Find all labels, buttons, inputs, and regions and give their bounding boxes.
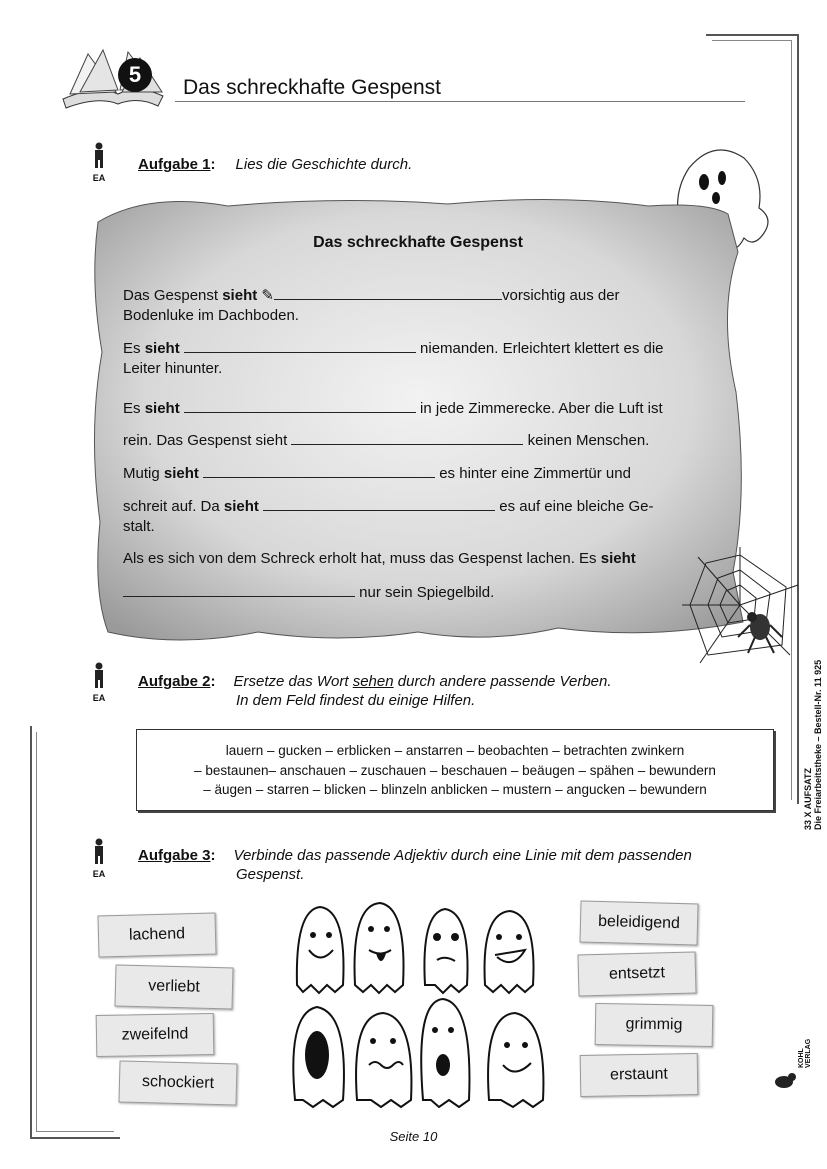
task-1: Aufgabe 1: Lies die Geschichte durch.: [138, 156, 413, 173]
task-2: Aufgabe 2: Ersetze das Wort sehen durch andere passende Verben.: [138, 673, 612, 690]
chapter-number-badge: 5: [118, 58, 152, 92]
ea-figure: [88, 662, 110, 703]
verb-list-line: – äugen – starren – blicken – blinzeln anblicken – mustern – angucken – bewundern: [203, 782, 707, 797]
frame-line: [712, 40, 792, 41]
task-1-text: Lies die Geschichte durch.: [235, 156, 413, 173]
student-icon: [91, 838, 107, 866]
story-line: rein. Das Gespenst sieht keinen Menschen.: [123, 429, 703, 451]
frame-line: [797, 34, 799, 804]
publisher-logo-icon: [772, 1070, 800, 1090]
ea-label: EA: [92, 173, 106, 183]
publisher-name: KOHL VERLAG: [798, 1038, 812, 1068]
story-line: Es sieht niemanden. Erleichtert klettert es die Leiter hinunter.: [123, 337, 703, 379]
story-title: Das schreckhafte Gespenst: [313, 234, 523, 251]
verb-help-box: [136, 729, 774, 811]
answer-blank[interactable]: [203, 462, 435, 478]
pencil-icon: ✎: [261, 287, 274, 304]
adjective-card-zweifelnd[interactable]: zweifelnd: [96, 1013, 215, 1057]
adjective-card-erstaunt[interactable]: erstaunt: [580, 1053, 699, 1097]
ghost-faces-illustration: [285, 895, 555, 1120]
task-3-label: Aufgabe 3: [138, 847, 211, 864]
student-icon: [91, 142, 107, 170]
ea-figure: [88, 838, 110, 879]
answer-blank[interactable]: [263, 495, 495, 511]
task-2-hint: In dem Feld findest du einige Hilfen.: [236, 692, 476, 709]
story-line: Mutig sieht es hinter eine Zimmertür und: [123, 462, 703, 484]
frame-line: [791, 40, 792, 800]
story-line: schreit auf. Da sieht es auf eine bleiche Ge- stalt.: [123, 495, 703, 537]
ea-label: EA: [92, 869, 106, 879]
verb-list-line: lauern – gucken – erblicken – anstarren – beobachten – betrachten zwinkern: [225, 743, 685, 758]
task-3: Aufgabe 3: Verbinde das passende Adjektiv durch eine Linie mit dem passenden: [138, 847, 692, 864]
publisher-imprint: 33 X AUFSATZ Die Freiarbeitstheke – Bestell-Nr. 11 925: [803, 659, 823, 830]
adjective-card-beleidigend[interactable]: beleidigend: [579, 900, 698, 945]
ghost-tongue-icon: [355, 903, 404, 993]
answer-blank[interactable]: [184, 397, 416, 413]
task-3-text-2: Gespenst.: [236, 866, 305, 883]
student-icon: [91, 662, 107, 690]
answer-blank[interactable]: [291, 429, 523, 445]
spider-web-illustration: [680, 545, 800, 670]
story-line: nur sein Spiegelbild.: [123, 581, 703, 603]
adjective-card-grimmig[interactable]: grimmig: [595, 1003, 714, 1047]
story-line: Als es sich von dem Schreck erholt hat, muss das Gespenst lachen. Es sieht: [123, 550, 636, 567]
story-line: Es sieht in jede Zimmerecke. Aber die Luft ist: [123, 397, 703, 419]
answer-blank[interactable]: [274, 284, 502, 300]
answer-blank[interactable]: [123, 581, 355, 597]
adjective-card-entsetzt[interactable]: entsetzt: [577, 951, 696, 996]
ghost-laughing-icon: [297, 907, 344, 993]
page-title: Das schreckhafte Gespenst: [183, 76, 441, 99]
task-2-label: Aufgabe 2: [138, 673, 211, 690]
answer-blank[interactable]: [184, 337, 416, 353]
title-underline: [175, 101, 745, 102]
verb-list-line: – bestaunen– anschauen – zuschauen – beschauen – beäugen – spähen – bewundern: [194, 762, 716, 778]
ghost-wavy-mouth-icon: [356, 1013, 411, 1107]
page-number: Seite 10: [389, 1129, 438, 1144]
frame-line: [706, 34, 798, 36]
story-line: Das Gespenst sieht ✎ vorsichtig aus der Bodenluke im Dachboden.: [123, 284, 703, 326]
task-1-label: Aufgabe 1: [138, 156, 211, 173]
frame-line: [36, 732, 37, 1132]
adjective-card-schockiert[interactable]: schockiert: [118, 1060, 237, 1105]
ghost-smiling-icon: [488, 1013, 543, 1107]
ghost-shocked-icon: [421, 999, 469, 1107]
ea-figure: [88, 142, 110, 183]
ghost-worried-icon: [424, 909, 467, 993]
adjective-card-verliebt[interactable]: verliebt: [114, 964, 233, 1009]
ea-label: EA: [92, 693, 106, 703]
frame-line: [30, 726, 32, 1138]
adjective-card-lachend[interactable]: lachend: [97, 912, 216, 957]
